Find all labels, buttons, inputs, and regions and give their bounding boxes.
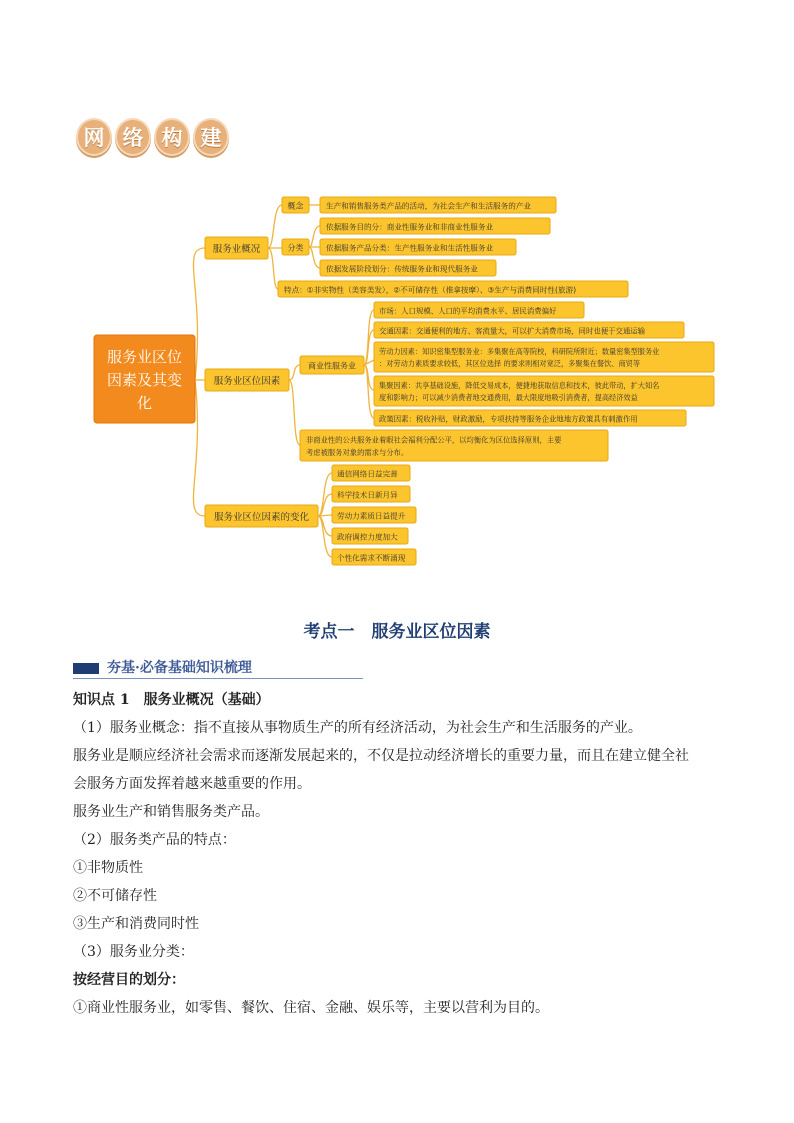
node-concept-label: 概念: [287, 201, 304, 211]
node-noncommercial-line: 考虑被服务对象的需求与分布。: [306, 448, 409, 457]
node-factor-transport-label: 交通因素：交通便利的地方、客流量大，可以扩大消费市场，同时也便于交通运输: [379, 326, 646, 336]
banner-text: 夯基·必备基础知识梳理: [107, 660, 252, 676]
branch-change-label: 服务业区位因素的变化: [213, 512, 310, 523]
badge-char: 网: [76, 118, 112, 156]
node-change-item-label: 通信网络日益完善: [337, 469, 398, 479]
subsection-banner: [73, 656, 363, 679]
branch-overview-label: 服务业概况: [212, 244, 261, 255]
paragraph: （3）服务业分类：: [73, 944, 194, 960]
node-change-item-label: 劳动力素质日益提升: [337, 511, 406, 521]
badge-char: 构: [154, 118, 190, 156]
list-item: ②不可储存性: [73, 888, 157, 904]
node-factor-market-label: 市场：人口规模、人口的平均消费水平、居民消费偏好: [379, 306, 557, 316]
paragraph: 服务业是顺应经济社会需求而逐渐发展起来的，不仅是拉动经济增长的重要力量，而且在建立健全社: [73, 748, 689, 764]
node-factor-labor-line: ：对劳动力素质要求较低，其区位选择 的要求则相对宽泛，多聚集在餐饮、商贸等: [379, 359, 641, 368]
branch-factors-label: 服务业区位因素: [213, 376, 281, 387]
node-factor-labor-line: 劳动力因素：知识密集型服务业：多集聚在高等院校，科研院所附近；数量密集型服务业: [379, 347, 660, 356]
node-concept-text-label: 生产和销售服务类产品的活动，为社会生产和生活服务的产业: [326, 201, 532, 211]
node-change-item-label: 个性化需求不断涌现: [337, 553, 406, 563]
node-factor-agglomeration-line: 集聚因素：共享基础设施，降低交易成本，便捷地获取信息和技术，彼此带动，扩大知名: [379, 381, 660, 390]
node-factor-agglomeration-line: 度和影响力；可以减少消费者地交通费用，最大限度地吸引消费者，提高经济效益: [379, 393, 638, 402]
list-item: ①商业性服务业，如零售、餐饮、住宿、金融、娱乐等，主要以营利为目的。: [73, 1000, 549, 1016]
node-features-label: 特点：①非实物性（美容美发），②不可储存性（推拿按摩）、③生产与消费同时性(旅游): [284, 285, 577, 295]
node-classification-label: 分类: [287, 243, 304, 253]
node-class-item-label: 依据发展阶段划分：传统服务业和现代服务业: [326, 264, 478, 274]
subheading: 按经营目的划分：: [73, 972, 185, 988]
list-item: ③生产和消费同时性: [73, 916, 199, 932]
node-change-item-label: 政府调控力度加大: [337, 532, 398, 542]
badge-char: 建: [193, 118, 229, 156]
knowledge-heading: 知识点 1 服务业概况（基础）: [73, 692, 270, 708]
paragraph: （1）服务业概念：指不直接从事物质生产的所有经济活动，为社会生产和生活服务的产业。: [73, 720, 642, 736]
root-label-line: 因素及其变: [106, 371, 183, 389]
node-commercial-label: 商业性服务业: [308, 361, 356, 371]
node-factor-policy-label: 政策因素：税收补贴，财政激励，专项扶持等服务企业地地方政策具有刺激作用: [379, 414, 638, 424]
banner-bar: [73, 663, 99, 674]
paragraph: （2）服务类产品的特点：: [73, 832, 236, 848]
badge-char: 络: [115, 118, 151, 156]
root-label-line: 化: [136, 394, 153, 412]
body-text: [73, 686, 733, 1022]
paragraph: 会服务方面发挥着越来越重要的作用。: [73, 776, 311, 792]
paragraph: 服务业生产和销售服务类产品。: [73, 804, 269, 820]
list-item: ①非物质性: [73, 860, 143, 876]
node-noncommercial-line: 非商业性的公共服务业着眼社会福利分配公平，以均衡化为区位选择原则，主要: [306, 435, 562, 445]
node-class-item-label: 依据服务产品分类：生产性服务业和生活性服务业: [326, 243, 494, 253]
root-label-line: 服务业区位: [106, 348, 183, 366]
section-title: 考点一 服务业区位因素: [303, 622, 491, 642]
node-change-item-label: 科学技术日新月异: [337, 490, 398, 500]
node-class-item-label: 依据服务目的分：商业性服务业和非商业性服务业: [326, 222, 494, 232]
